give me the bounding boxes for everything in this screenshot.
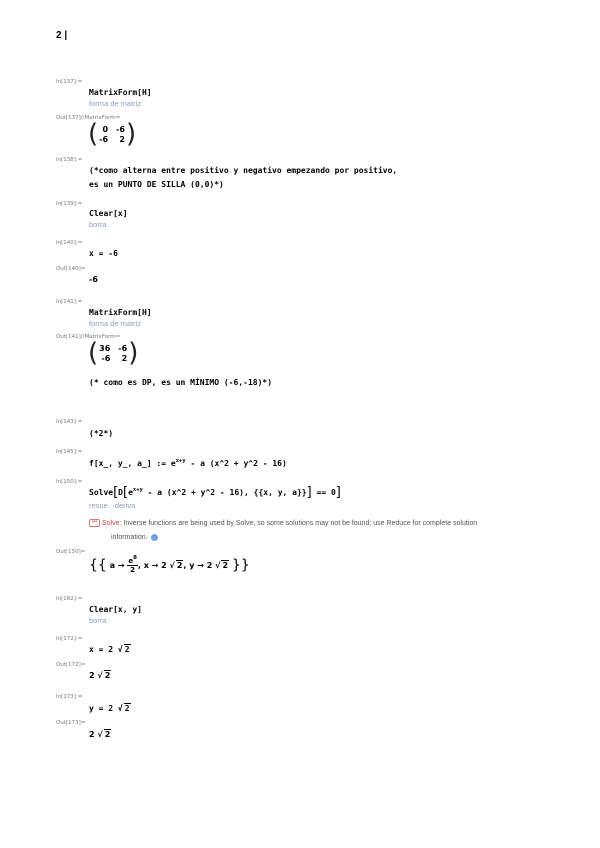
code-text: x = 2: [89, 645, 118, 654]
input-code[interactable]: [89, 703, 131, 714]
comment-line[interactable]: (* como es DP, es un MÍNIMO (-6,-18)*): [89, 378, 273, 387]
solve-output: [89, 557, 250, 574]
input-label: In[173]:=: [56, 694, 83, 700]
solve-expression[interactable]: [89, 487, 341, 500]
code-text: - a (x^2 + y^2 - 16), {{x, y, a}}: [142, 488, 307, 497]
exponent: x+y: [132, 487, 143, 493]
radicand: 2: [124, 645, 130, 654]
sqrt-icon: √: [215, 561, 221, 570]
warning-message: [89, 517, 549, 545]
page-number: 2 |: [56, 30, 68, 41]
output-label: Out[140]=: [56, 266, 86, 272]
input-code[interactable]: MatrixForm[H]: [89, 88, 152, 97]
info-icon[interactable]: [151, 534, 158, 541]
autocomplete-hint[interactable]: forma de matriz: [89, 319, 142, 328]
exponent: x+y: [175, 458, 186, 464]
value-text: 2: [89, 730, 98, 739]
rule-a: a →: [109, 561, 128, 570]
matrix-cell: -6: [118, 343, 128, 353]
left-paren: (: [88, 338, 99, 368]
code-text: y = 2: [89, 704, 118, 713]
output-label: Out[137]//MatrixForm=: [56, 115, 121, 121]
output-value: -6: [89, 275, 98, 284]
close-brace: }: [231, 557, 241, 574]
code-text: e: [128, 488, 133, 497]
close-bracket: ]: [306, 485, 312, 500]
output-label: Out[150]=: [56, 549, 86, 555]
output-value: [89, 670, 111, 680]
open-bracket: [: [123, 485, 129, 500]
radicand: 2: [104, 730, 111, 739]
open-bracket: [: [113, 485, 119, 500]
input-label: In[143]:=: [56, 419, 83, 425]
fraction: [127, 557, 138, 574]
output-value: [89, 729, 111, 739]
input-label: In[172]:=: [56, 636, 83, 642]
matrix-cell: -6: [99, 134, 109, 144]
input-label: In[139]:=: [56, 201, 83, 207]
rule-x: , x → 2: [137, 561, 170, 570]
sqrt-icon: √: [117, 645, 123, 654]
message-menu-icon[interactable]: •••: [89, 519, 100, 527]
close-bracket: ]: [335, 485, 341, 500]
code-text: f[x_, y_, a_] := e: [89, 459, 176, 468]
exponent: 8: [133, 555, 137, 561]
right-paren: ): [125, 119, 137, 149]
message-tag[interactable]: Solve:: [102, 520, 122, 527]
input-code[interactable]: Clear[x]: [89, 209, 128, 218]
comment-line[interactable]: (*como alterna entre positivo y negativo empezando por positivo,: [89, 166, 398, 175]
input-code[interactable]: x = -6: [89, 249, 118, 258]
numerator: e: [128, 557, 134, 565]
close-brace: }: [240, 557, 250, 574]
output-label: Out[141]//MatrixForm=: [56, 334, 121, 340]
autocomplete-hint[interactable]: forma de matriz: [89, 99, 142, 108]
code-text: Solve: [89, 488, 114, 497]
code-text: D: [118, 488, 123, 497]
output-matrix: [88, 121, 136, 147]
matrix-cell: -6: [116, 124, 125, 134]
message-text: Inverse functions are being used by Solve, so some solutions may not be found; use Reduce for complete solution: [121, 520, 478, 527]
input-label: In[141]:=: [56, 299, 83, 305]
open-brace: {: [89, 557, 98, 574]
matrix-cell: 0: [102, 124, 109, 134]
input-label: In[150]:=: [56, 479, 83, 485]
matrix-cell: 36: [99, 343, 111, 353]
sqrt-icon: √: [169, 561, 175, 570]
radicand: 2: [124, 704, 130, 713]
sqrt-icon: √: [97, 730, 103, 739]
left-paren: (: [88, 119, 99, 149]
matrix-cell: 2: [119, 134, 125, 144]
radicand: 2: [104, 671, 111, 680]
radicand: 2: [176, 561, 183, 570]
input-code[interactable]: MatrixForm[H]: [89, 308, 152, 317]
matrix-cell: 2: [121, 353, 128, 363]
input-label: In[140]:=: [56, 240, 83, 246]
right-paren: ): [128, 338, 139, 368]
sqrt-icon: √: [117, 704, 123, 713]
code-text: - a (x^2 + y^2 - 16): [185, 459, 287, 468]
autocomplete-hint[interactable]: borra: [89, 220, 107, 229]
matrix-cell: -6: [101, 353, 111, 363]
output-matrix: [88, 340, 138, 366]
comment-line[interactable]: es un PUNTO DE SILLA (0,0)*): [89, 180, 224, 189]
input-code[interactable]: [89, 644, 131, 655]
output-label: Out[173]=: [56, 720, 86, 726]
input-code[interactable]: (*2*): [89, 429, 114, 438]
value-text: 2: [89, 671, 98, 680]
function-definition[interactable]: [89, 458, 287, 471]
autocomplete-hint[interactable]: borra: [89, 616, 107, 625]
autocomplete-hint[interactable]: resue· ·deriva: [89, 501, 136, 510]
open-brace: {: [97, 557, 107, 574]
input-label: In[137]:=: [56, 79, 83, 85]
code-text: == 0: [311, 488, 336, 497]
input-label: In[138]:=: [56, 157, 83, 163]
sqrt-icon: √: [97, 671, 103, 680]
input-code[interactable]: Clear[x, y]: [89, 605, 142, 614]
rule-y: , y → 2: [183, 561, 216, 570]
denominator: 2: [130, 566, 136, 574]
input-label: In[145]:=: [56, 449, 83, 455]
radicand: 2: [222, 561, 229, 570]
output-label: Out[172]=: [56, 662, 86, 668]
message-text: information.: [111, 534, 148, 541]
input-label: In[162]:=: [56, 596, 83, 602]
